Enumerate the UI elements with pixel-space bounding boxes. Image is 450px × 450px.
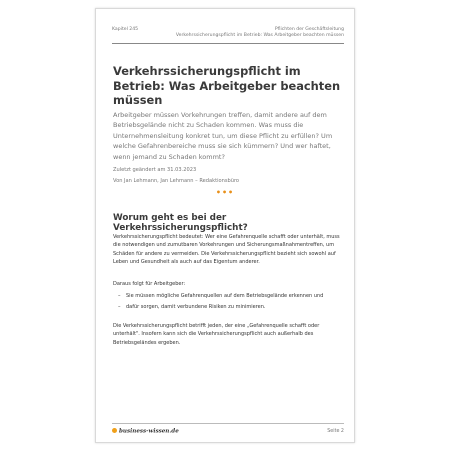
list-item [118,304,266,310]
author-line: Von Jan Lehmann, Jan Lehmann – Redaktionsbüro [113,178,240,184]
list-item [118,293,324,299]
body-paragraph-1: Verkehrssicherungspflicht bedeutet: Wer eine Gefahrenquelle schafft oder unterhält, muss die notwendigen und zumutbaren Vorkehrungen und Sicherungsmaßnahmentreffen, um Schäden für andere zu vermeiden. Die Verkehrssicherungspflicht bezieht sich sowohl auf Leben und Gesundheit als auch auf das Eigentum anderer. [113,234,340,266]
body-paragraph-2: Daraus folgt für Arbeitgeber: [113,281,186,287]
bullet-icon: – [118,304,121,310]
body-paragraph-3: Die Verkehrssicherungspflicht betrifft jeden, der eine „Gefahrenquelle schafft oder unterhält". Insofern kann sich die Verkehrssicherungspflicht auch außerhalb des Betriebsgeländes ergeben. [113,323,320,346]
subsection-label: Verkehrssicherungspflicht im Betrieb: Was Arbeitgeber beachten müssen [175,32,344,38]
list-item-text: Sie müssen mögliche Gefahrenquellen auf dem Betriebsgelände erkennen und [126,293,324,299]
site-logo [112,428,179,435]
section-label: Pflichten der Geschäftsleitung [274,27,344,32]
updated-date: Zuletzt geändert am 31.03.2023 [113,167,197,173]
chapter-label: Kapitel 245 [112,27,139,32]
logo-dot-icon [112,428,117,433]
running-header [176,27,344,39]
separator-dots: ••• [215,188,235,197]
section-heading: Worum geht es bei der Verkehrssicherungspflicht? [113,213,248,233]
header-divider [112,43,344,44]
bullet-icon: – [118,293,121,299]
lead-paragraph: Arbeitgeber müssen Vorkehrungen treffen, damit andere auf dem Betriebsgelände nicht zu Schaden kommen. Was muss die Unternehmensleitung konkret tun, um diese Pflicht zu erfüllen? Um welche Gefahrenbereiche muss sie sich kümmern? Und wer haftet, wenn jemand zu Schaden kommt? [113,111,333,161]
document-page [95,8,355,443]
page-title: Verkehrssicherungspflicht im Betrieb: Was Arbeitgeber beachten müssen [113,64,341,108]
list-item-text: dafür sorgen, damit verbundene Risiken zu minimieren. [126,304,266,310]
footer-divider [112,423,344,424]
page-number: Seite 2 [327,429,344,434]
logo-text: business-wissen.de [119,428,179,435]
